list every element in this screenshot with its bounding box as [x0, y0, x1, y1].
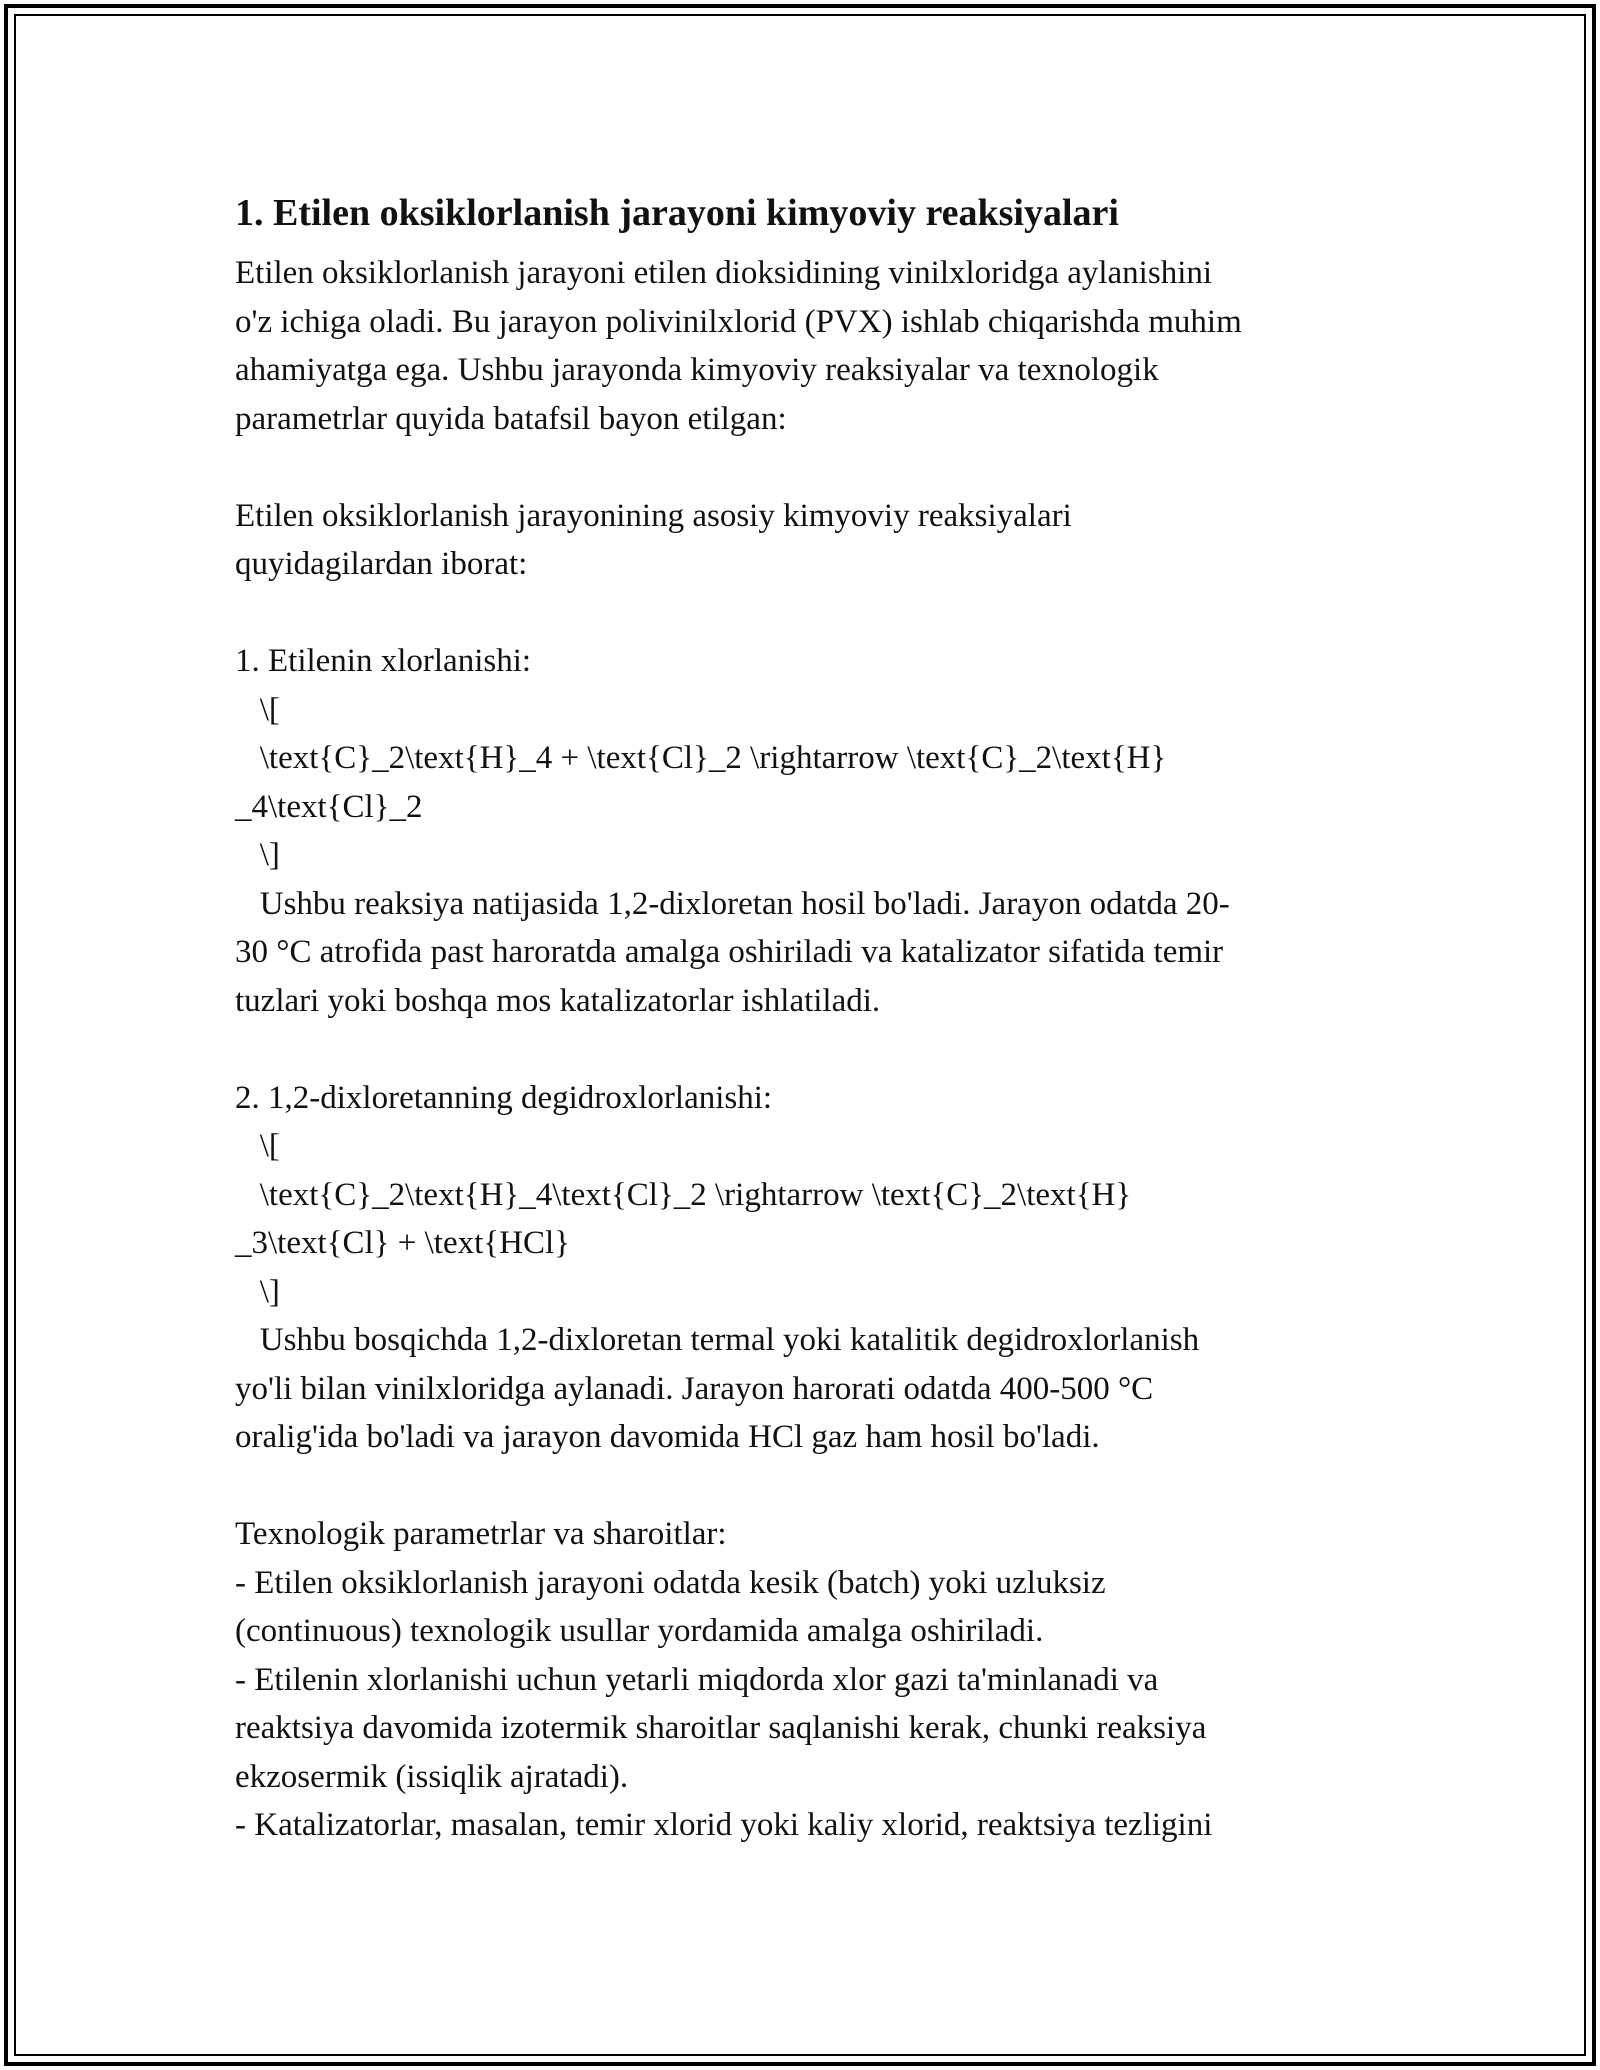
text-line: - Etilenin xlorlanishi uchun yetarli miqdorda xlor gazi ta'minlanadi va [235, 1661, 1159, 1698]
text-line: \[ [235, 1128, 280, 1164]
text-line: Ushbu reaksiya natijasida 1,2-dixloretan hosil bo'ladi. Jarayon odatda 20- [235, 885, 1230, 922]
text-line: o'z ichiga oladi. Bu jarayon polivinilxlorid (PVX) ishlab chiqarishda muhim [235, 303, 1242, 340]
text-line: - Etilen oksiklorlanish jarayoni odatda kesik (batch) yoki uzluksiz [235, 1564, 1106, 1601]
text-line: \text{C}_2\text{H}_4 + \text{Cl}_2 \rightarrow \text{C}_2\text{H} [235, 740, 1167, 776]
text-line: quyidagilardan iborat: [235, 546, 528, 582]
text-line: yo'li bilan vinilxloridga aylanadi. Jarayon harorati odatda 400-500 °C [235, 1370, 1154, 1407]
text-line: parametrlar quyida batafsil bayon etilgan: [235, 400, 787, 437]
document-body [235, 249, 1365, 1850]
text-line: reaktsiya davomida izotermik sharoitlar saqlanishi kerak, chunki reaksiya [235, 1710, 1207, 1746]
text-line [235, 1025, 1365, 1074]
text-line: tuzlari yoki boshqa mos katalizatorlar ishlatiladi. [235, 982, 881, 1019]
text-line: _3\text{Cl} + \text{HCl} [235, 1225, 570, 1261]
text-line: Etilen oksiklorlanish jarayoni etilen dioksidining vinilxloridga aylanishini [235, 255, 1213, 291]
text-line: ekzosermik (issiqlik ajratadi). [235, 1758, 629, 1795]
text-line [235, 589, 1365, 638]
text-line: oralig'ida bo'ladi va jarayon davomida HCl gaz ham hosil bo'ladi. [235, 1419, 1100, 1455]
text-line: Texnologik parametrlar va sharoitlar: [235, 1516, 727, 1552]
text-line: 1. Etilenin xlorlanishi: [235, 643, 532, 679]
text-line: ahamiyatga ega. Ushbu jarayonda kimyoviy reaksiyalar va texnologik [235, 352, 1159, 388]
text-line: \[ [235, 691, 280, 728]
document-page [235, 187, 1365, 1850]
text-line: \] [235, 1273, 280, 1310]
text-line: Ushbu bosqichda 1,2-dixloretan termal yoki katalitik degidroxlorlanish [235, 1322, 1200, 1358]
document-title: 1. Etilen oksiklorlanish jarayoni kimyoviy reaksiyalari [235, 192, 1119, 234]
text-line: \] [235, 837, 280, 873]
text-line [235, 1462, 1365, 1511]
text-line: \text{C}_2\text{H}_4\text{Cl}_2 \rightarrow \text{C}_2\text{H} [235, 1176, 1132, 1213]
text-line: _4\text{Cl}_2 [235, 788, 423, 825]
text-line: 2. 1,2-dixloretanning degidroxlorlanishi: [235, 1079, 773, 1116]
text-line: 30 °C atrofida past haroratda amalga oshiriladi va katalizator sifatida temir [235, 934, 1224, 970]
text-line: Etilen oksiklorlanish jarayonining asosiy kimyoviy reaksiyalari [235, 497, 1072, 534]
text-line [235, 443, 1365, 492]
text-line: (continuous) texnologik usullar yordamida amalga oshiriladi. [235, 1613, 1044, 1649]
text-line: - Katalizatorlar, masalan, temir xlorid yoki kaliy xlorid, reaktsiya tezligini [235, 1807, 1213, 1843]
